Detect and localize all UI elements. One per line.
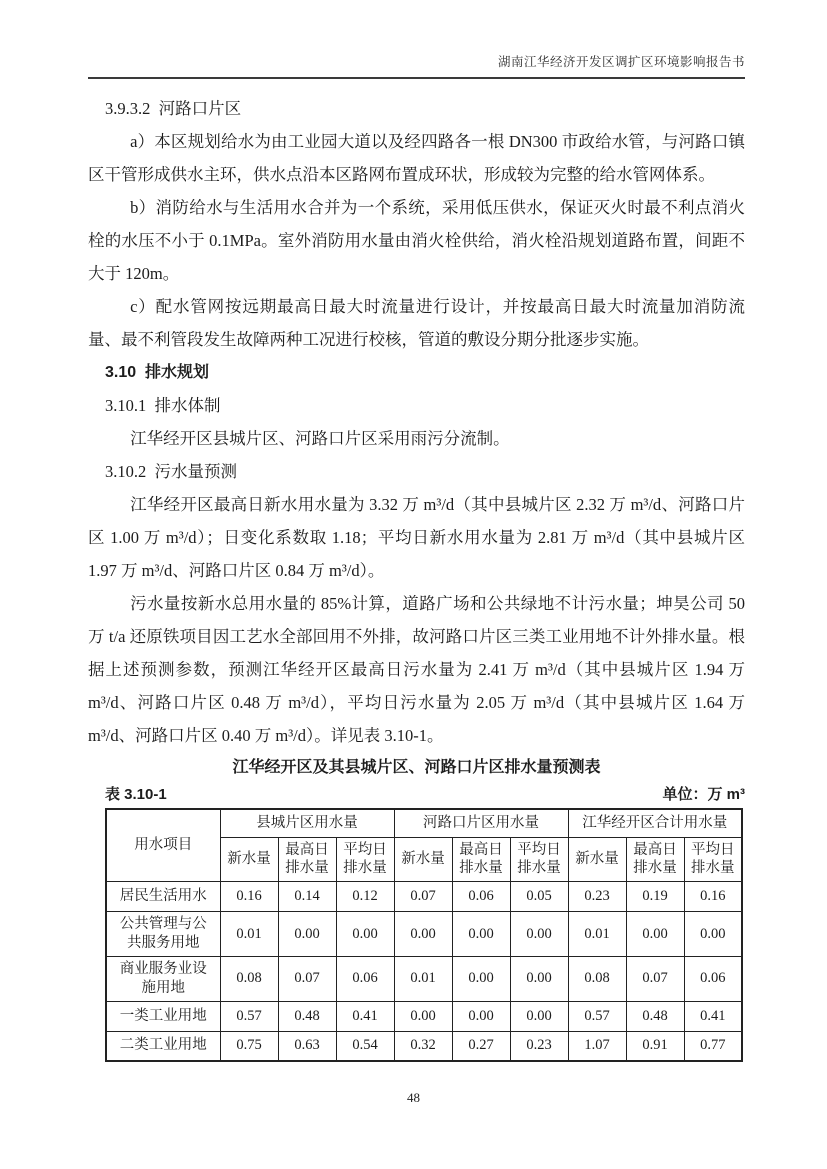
value-cell: 0.63 <box>278 1031 336 1061</box>
sub-header: 平均日排水量 <box>684 837 742 882</box>
value-cell: 0.48 <box>278 1001 336 1031</box>
value-cell: 0.00 <box>336 912 394 957</box>
value-cell: 0.48 <box>626 1001 684 1031</box>
page-number: 48 <box>407 1090 420 1105</box>
value-cell: 0.08 <box>568 956 626 1001</box>
value-cell: 0.00 <box>510 912 568 957</box>
paragraph-3-10-1: 江华经开区县城片区、河路口片区采用雨污分流制。 <box>130 429 510 448</box>
table-row <box>106 1031 742 1061</box>
value-cell: 0.00 <box>684 912 742 957</box>
value-cell: 0.00 <box>626 912 684 957</box>
value-cell: 0.41 <box>684 1001 742 1031</box>
value-cell: 0.19 <box>626 882 684 912</box>
paragraph-3-10-2-a: 江华经开区最高日新水用水量为 3.32 万 m³/d（其中县城片区 2.32 万 m³/d、河路口片区 1.00 万 m³/d）；日变化系数取 1.18；平均日新水用水量为 2.81 万 m³/d（其中县城片区 1.97 万 m³/d、河路口片区 0.84 万 m³/d）。 <box>88 495 745 580</box>
value-cell: 0.91 <box>626 1031 684 1061</box>
row-label: 商业服务业设施用地 <box>106 956 220 1001</box>
row-label: 一类工业用地 <box>106 1001 220 1031</box>
sub-header: 新水量 <box>568 837 626 882</box>
value-cell: 0.41 <box>336 1001 394 1031</box>
value-cell: 0.12 <box>336 882 394 912</box>
sub-header: 最高日排水量 <box>626 837 684 882</box>
value-cell: 0.23 <box>568 882 626 912</box>
value-cell: 0.06 <box>684 956 742 1001</box>
value-cell: 0.77 <box>684 1031 742 1061</box>
value-cell: 0.06 <box>452 882 510 912</box>
value-cell: 0.07 <box>278 956 336 1001</box>
value-cell: 0.01 <box>568 912 626 957</box>
group-header-county: 县城片区用水量 <box>220 809 394 837</box>
value-cell: 0.00 <box>510 1001 568 1031</box>
table-title: 江华经开区及其县城片区、河路口片区排水量预测表 <box>232 759 601 776</box>
drainage-prediction-table <box>105 808 743 1062</box>
sub-header: 新水量 <box>394 837 452 882</box>
value-cell: 0.01 <box>220 912 278 957</box>
value-cell: 0.00 <box>510 956 568 1001</box>
sub-header: 平均日排水量 <box>336 837 394 882</box>
heading-3-10-1: 3.10.1 排水体制 <box>105 396 221 415</box>
value-cell: 0.54 <box>336 1031 394 1061</box>
value-cell: 0.06 <box>336 956 394 1001</box>
value-cell: 0.00 <box>394 912 452 957</box>
table-row <box>106 912 742 957</box>
sub-header: 最高日排水量 <box>278 837 336 882</box>
value-cell: 0.00 <box>278 912 336 957</box>
value-cell: 0.00 <box>452 1001 510 1031</box>
document-body <box>0 79 827 1062</box>
table-row <box>106 956 742 1001</box>
row-label: 二类工业用地 <box>106 1031 220 1061</box>
value-cell: 1.07 <box>568 1031 626 1061</box>
value-cell: 0.14 <box>278 882 336 912</box>
value-cell: 0.75 <box>220 1031 278 1061</box>
value-cell: 0.00 <box>452 912 510 957</box>
value-cell: 0.16 <box>220 882 278 912</box>
paragraph-c: c）配水管网按远期最高日最大时流量进行设计，并按最高日最大时流量加消防流量、最不利管段发生故障两种工况进行校核，管道的敷设分期分批逐步实施。 <box>88 297 745 349</box>
value-cell: 0.57 <box>568 1001 626 1031</box>
heading-3-9-3-2: 3.9.3.2 河路口片区 <box>105 99 242 118</box>
row-label: 公共管理与公共服务用地 <box>106 912 220 957</box>
value-cell: 0.00 <box>394 1001 452 1031</box>
value-cell: 0.05 <box>510 882 568 912</box>
group-header-helukou: 河路口片区用水量 <box>394 809 568 837</box>
sub-header: 最高日排水量 <box>452 837 510 882</box>
value-cell: 0.27 <box>452 1031 510 1061</box>
heading-3-10-2: 3.10.2 污水量预测 <box>105 462 237 481</box>
value-cell: 0.57 <box>220 1001 278 1031</box>
value-cell: 0.32 <box>394 1031 452 1061</box>
value-cell: 0.23 <box>510 1031 568 1061</box>
col-header-item: 用水项目 <box>106 809 220 882</box>
value-cell: 0.00 <box>452 956 510 1001</box>
header-row-groups <box>106 809 742 837</box>
table-row <box>106 1001 742 1031</box>
paragraph-a: a）本区规划给水为由工业园大道以及经四路各一根 DN300 市政给水管，与河路口镇区干管形成供水主环，供水点沿本区路网布置成环状，形成较为完整的给水管网体系。 <box>88 132 745 184</box>
page-header <box>0 0 827 79</box>
value-cell: 0.16 <box>684 882 742 912</box>
sub-header: 平均日排水量 <box>510 837 568 882</box>
paragraph-3-10-2-b: 污水量按新水总用水量的 85%计算，道路广场和公共绿地不计污水量；坤昊公司 50 万 t/a 还原铁项目因工艺水全部回用不外排，故河路口片区三类工业用地不计外排水量。根据上述预测参数，预测江华经开区最高日污水量为 2.41 万 m³/d（其中县城片区 1.94 万 m³/d、河路口片区 0.48 万 m³/d），平均日污水量为 2.05 万 m³/d（其中县城片区 1.64 万 m³/d、河路口片区 0.40 万 m³/d）。详见表 3.10-1。 <box>88 594 745 745</box>
value-cell: 0.07 <box>394 882 452 912</box>
group-header-total: 江华经开区合计用水量 <box>568 809 742 837</box>
row-label: 居民生活用水 <box>106 882 220 912</box>
heading-3-10: 3.10 排水规划 <box>105 364 210 381</box>
value-cell: 0.08 <box>220 956 278 1001</box>
header-title: 湖南江华经济开发区调扩区环境影响报告书 <box>497 55 745 69</box>
table-row <box>106 882 742 912</box>
sub-header: 新水量 <box>220 837 278 882</box>
table-unit: 单位：万 m³ <box>662 786 745 803</box>
paragraph-b: b）消防给水与生活用水合并为一个系统，采用低压供水，保证灭火时最不利点消火栓的水压不小于 0.1MPa。室外消防用水量由消火栓供给，消火栓沿规划道路布置，间距不大于 120m。 <box>88 198 745 283</box>
value-cell: 0.01 <box>394 956 452 1001</box>
value-cell: 0.07 <box>626 956 684 1001</box>
table-meta <box>105 783 745 804</box>
table-label: 表 3.10-1 <box>105 786 167 803</box>
